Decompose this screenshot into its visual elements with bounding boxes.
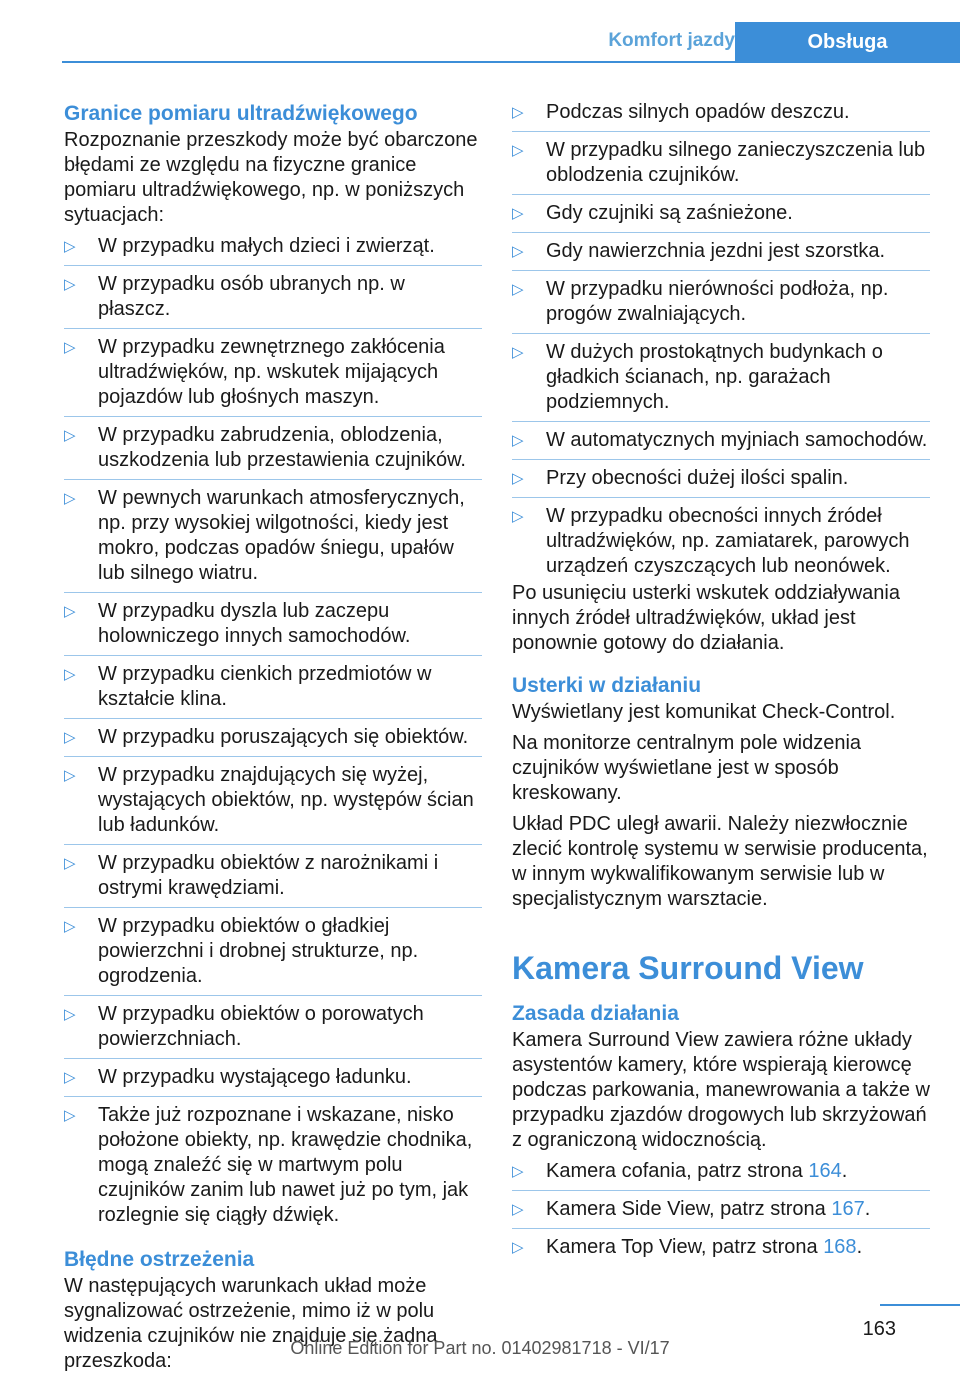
list-item — [512, 277, 930, 327]
list-item-text: Gdy nawierzchnia jezdni jest szorstka. — [546, 240, 886, 262]
list-separator — [512, 232, 930, 233]
list-item-text: W przypadku obiektów o gładkiej powierzchni i drobnej strukturze, np. ogrodzenia. — [98, 915, 419, 987]
list-separator — [512, 459, 930, 460]
list-item — [64, 914, 482, 989]
paragraph-fault-1: Wyświetlany jest komunikat Check-Control. — [512, 701, 896, 723]
list-separator — [64, 328, 482, 329]
bullet-triangle-icon: ▷ — [512, 432, 524, 449]
paragraph-principle: Kamera Surround View zawiera różne układy asystentów kamery, które wspierają kierowcę podczas parkowania, manewrowania a także w przypadku zjazdów drogowych lub skrzyżowań z ograniczoną widocznością. — [512, 1029, 930, 1151]
page-reference-link[interactable]: 164 — [808, 1160, 842, 1182]
bullet-triangle-icon: ▷ — [64, 855, 76, 872]
header-rule — [62, 61, 960, 63]
bullet-triangle-icon: ▷ — [64, 427, 76, 444]
chapter-tab: Obsługa — [735, 22, 960, 62]
list-item-text: W przypadku obecności innych źródeł ultradźwięków, np. zamiatarek, parowych urządzeń czyszczących lub neonówek. — [546, 505, 910, 577]
list-item — [512, 100, 930, 125]
list-item — [512, 239, 930, 264]
bullet-triangle-icon: ▷ — [512, 470, 524, 487]
list-item-text: W przypadku małych dzieci i zwierząt. — [98, 235, 435, 257]
list-item — [512, 1197, 930, 1222]
list-item — [64, 763, 482, 838]
heading-false-warnings: Błędne ostrzeżenia — [64, 1248, 255, 1271]
period: . — [864, 1198, 871, 1220]
list-item-text: W przypadku obiektów o porowatych powierzchniach. — [98, 1003, 424, 1050]
list-item — [64, 725, 482, 750]
list-item-text: W przypadku zewnętrznego zakłócenia ultradźwięków, np. wskutek mijających pojazdów lub głośnych maszyn. — [98, 336, 445, 408]
list-item — [64, 234, 482, 259]
list-item-text: W przypadku znajdujących się wyżej, wystających obiektów, np. występów ścian lub ładunków. — [98, 764, 474, 836]
period: . — [856, 1236, 863, 1258]
list-item — [64, 1103, 482, 1228]
list-separator — [512, 270, 930, 271]
list-item-text: W przypadku cienkich przedmiotów w kształcie klina. — [98, 663, 432, 710]
list-item-text: Gdy czujniki są zaśnieżone. — [546, 202, 793, 224]
bullet-triangle-icon: ▷ — [64, 1107, 76, 1124]
heading-principle: Zasada działania — [512, 1002, 679, 1025]
list-item-text: W przypadku osób ubranych np. w płaszcz. — [98, 273, 405, 320]
bullet-triangle-icon: ▷ — [512, 1239, 524, 1256]
bullet-triangle-icon: ▷ — [64, 729, 76, 746]
list-item — [512, 201, 930, 226]
page-reference-link[interactable]: 168 — [823, 1236, 857, 1258]
list-item-text: W dużych prostokątnych budynkach o gładkich ścianach, np. garażach podziemnych. — [546, 341, 883, 413]
list-item — [512, 1159, 930, 1184]
bullet-triangle-icon: ▷ — [64, 603, 76, 620]
list-item-text: W przypadku zabrudzenia, oblodzenia, uszkodzenia lub przestawienia czujników. — [98, 424, 466, 471]
bullet-triangle-icon: ▷ — [64, 767, 76, 784]
paragraph-fault-2: Na monitorze centralnym pole widzenia czujników wyświetlane jest w sposób kreskowany. — [512, 732, 862, 804]
bullet-triangle-icon: ▷ — [512, 1163, 524, 1180]
paragraph-ultrasonic-limits: Rozpoznanie przeszkody może być obarczone błędami ze względu na fizyczne granice pomiaru ultradźwiękowego, np. w poniższych sytuacjach: — [64, 129, 478, 226]
list-item-text: W przypadku obiektów z narożnikami i ostrymi krawędziami. — [98, 852, 439, 899]
list-separator — [64, 592, 482, 593]
camera-links-list — [512, 1159, 930, 1260]
list-separator — [512, 497, 930, 498]
list-item — [64, 272, 482, 322]
page-reference-link[interactable]: 167 — [831, 1198, 865, 1220]
list-item — [64, 851, 482, 901]
edition-line: Online Edition for Part no. 01402981718 - VI/17 — [290, 1338, 670, 1358]
list-separator — [64, 479, 482, 480]
right-column — [512, 100, 930, 1260]
list-item-text: W przypadku silnego zanieczyszczenia lub oblodzenia czujników. — [546, 139, 926, 186]
footer-rule — [880, 1304, 960, 1306]
page-header — [0, 0, 960, 62]
bullet-triangle-icon: ▷ — [512, 142, 524, 159]
heading-faults: Usterki w działaniu — [512, 674, 702, 697]
list-item — [512, 466, 930, 491]
list-separator — [64, 756, 482, 757]
list-separator — [512, 1228, 930, 1229]
list-item — [512, 504, 930, 579]
list-item-text: Przy obecności dużej ilości spalin. — [546, 467, 849, 489]
bullet-triangle-icon: ▷ — [64, 490, 76, 507]
bullet-triangle-icon: ▷ — [512, 344, 524, 361]
period: . — [841, 1160, 848, 1182]
paragraph-fault-3: Układ PDC uległ awarii. Należy niezwłocznie zlecić kontrolę systemu w serwisie producenta, w innym wykwalifikowanym serwisie lub w specjalistycznym warsztacie. — [512, 813, 928, 910]
list-item-text: Kamera Top View, patrz strona — [546, 1236, 824, 1258]
bullet-triangle-icon: ▷ — [64, 666, 76, 683]
list-item — [64, 1065, 482, 1090]
false-warning-list — [512, 100, 930, 579]
bullet-triangle-icon: ▷ — [64, 1069, 76, 1086]
bullet-triangle-icon: ▷ — [512, 243, 524, 260]
list-separator — [64, 265, 482, 266]
limits-list — [64, 234, 482, 1228]
list-separator — [512, 1190, 930, 1191]
list-separator — [64, 655, 482, 656]
bullet-triangle-icon: ▷ — [512, 281, 524, 298]
bullet-triangle-icon: ▷ — [64, 238, 76, 255]
list-item-text: W przypadku nierówności podłoża, np. progów zwalniających. — [546, 278, 889, 325]
list-separator — [64, 718, 482, 719]
list-item — [512, 138, 930, 188]
list-separator — [64, 1096, 482, 1097]
bullet-triangle-icon: ▷ — [64, 339, 76, 356]
list-item-text: Kamera cofania, patrz strona — [546, 1160, 809, 1182]
list-item-text: W pewnych warunkach atmosferycznych, np. przy wysokiej wilgotności, kiedy jest mokro, podczas opadów śniegu, upałów lub silnego wiatru. — [98, 487, 465, 584]
list-separator — [512, 333, 930, 334]
list-separator — [512, 421, 930, 422]
list-item — [64, 1002, 482, 1052]
list-item-text: Także już rozpoznane i wskazane, nisko położone obiekty, np. krawędzie chodnika, mogą znaleźć się w martwym polu czujników zanim lub nawet już po tym, jak rozlegnie się ciągły dźwięk. — [98, 1104, 473, 1226]
bullet-triangle-icon: ▷ — [512, 104, 524, 121]
bullet-triangle-icon: ▷ — [64, 1006, 76, 1023]
list-item-text: W automatycznych myjniach samochodów. — [546, 429, 928, 451]
list-item — [512, 428, 930, 453]
list-separator — [512, 194, 930, 195]
list-item-text: W przypadku dyszla lub zaczepu holowniczego innych samochodów. — [98, 600, 411, 647]
paragraph-false-warnings: W następujących warunkach układ może sygnalizować ostrzeżenie, mimo iż w polu widzenia czujników nie znajduje się żadna przeszkoda: — [64, 1275, 438, 1372]
page-number: 163 — [862, 1318, 896, 1340]
bullet-triangle-icon: ▷ — [512, 1201, 524, 1218]
list-separator — [64, 844, 482, 845]
heading-ultrasonic-limits: Granice pomiaru ultradźwiękowego — [64, 102, 418, 125]
list-item — [512, 1235, 930, 1260]
list-separator — [64, 907, 482, 908]
bullet-triangle-icon: ▷ — [512, 205, 524, 222]
list-item — [64, 486, 482, 586]
bullet-triangle-icon: ▷ — [64, 918, 76, 935]
left-column — [64, 100, 482, 1374]
list-item — [64, 423, 482, 473]
list-item — [64, 662, 482, 712]
list-item — [64, 599, 482, 649]
list-item-text: Kamera Side View, patrz strona — [546, 1198, 832, 1220]
list-item — [64, 335, 482, 410]
list-item-text: W przypadku poruszających się obiektów. — [98, 726, 469, 748]
list-separator — [64, 1058, 482, 1059]
list-separator — [64, 995, 482, 996]
list-separator — [512, 131, 930, 132]
list-item-text: Podczas silnych opadów deszczu. — [546, 101, 850, 123]
list-item-text: W przypadku wystającego ładunku. — [98, 1066, 412, 1088]
bullet-triangle-icon: ▷ — [512, 508, 524, 525]
section-title: Komfort jazdy — [608, 30, 735, 51]
list-separator — [64, 416, 482, 417]
heading-camera: Kamera Surround View — [512, 950, 864, 986]
list-item — [512, 340, 930, 415]
paragraph-after-fault: Po usunięciu usterki wskutek oddziaływania innych źródeł ultradźwięków, układ jest ponownie gotowy do działania. — [512, 582, 900, 654]
bullet-triangle-icon: ▷ — [64, 276, 76, 293]
